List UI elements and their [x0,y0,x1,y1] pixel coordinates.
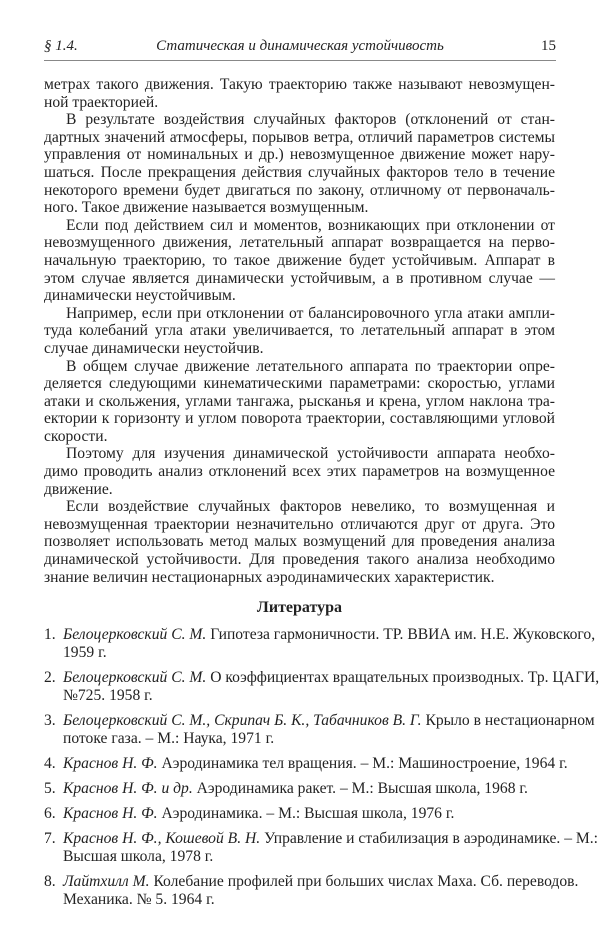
reference-number: 1. [44,626,56,643]
reference-title: Аэродинамика тел вращения. – М.: Машиностроение, 1964 г. [161,755,568,772]
section-number: § 1.4. [44,38,78,54]
reference-line [63,830,598,848]
reference-line [63,873,579,891]
reference-item [44,830,598,866]
page-number: 15 [541,38,556,54]
paragraph [44,111,555,217]
reference-item [44,780,555,798]
text-line: ной траекторией. [44,93,159,111]
reference-title: Колебание профилей при больших числах Маха. Сб. переводов. [153,873,579,890]
reference-item [44,755,568,773]
text-line: туда колебаний угла атаки увеличивается, то летательный аппарат в этом [44,322,555,340]
text-line: димо проводить анализ отклонений всех этих параметров на возмущенное [44,463,555,481]
reference-authors: Белоцерковский С. М., Скрипач Б. К., Табачников В. Г. [63,712,422,729]
text-line: ектории к горизонту и углом поворота траектории, составляющими угловой [44,410,555,428]
reference-item [44,626,596,662]
paragraph [44,498,555,586]
text-line: управления от номинальных и др.) невозмущенное движение может нару- [44,146,555,164]
body-text [44,76,555,586]
text-line: случае динамически неустойчив. [44,339,264,357]
reference-authors: Белоцерковский С. М. [63,669,207,686]
text-line: невозмущенного движения, летательный аппарат возвращается на перво- [44,234,555,252]
literature-heading: Литература [256,599,343,616]
reference-line: Механика. № 5. 1964 г. [63,891,215,908]
text-line: скорости. [44,427,108,445]
paragraph [44,217,555,305]
reference-authors: Краснов Н. Ф. и др. [63,780,193,797]
reference-title: Аэродинамика ракет. – М.: Высшая школа, 1968 г. [196,780,528,797]
reference-number: 4. [44,755,56,772]
reference-number: 8. [44,873,56,890]
literature-section [44,598,600,916]
paragraph [44,358,555,446]
text-line: некоторого времени будет двигаться по закону, отличному от первоначаль- [44,181,555,199]
text-line: ного. Такое движение называется возмущенным. [44,199,369,217]
paragraph [44,76,555,111]
text-line: атаки и скольжения, углами тангажа, рысканья и крена, углом наклона тра- [44,392,555,410]
reference-number: 3. [44,712,56,729]
reference-line: №725. 1958 г. [63,687,153,704]
text-line: Если воздействие случайных факторов невелико, то возмущенная и [66,498,555,516]
text-line: динамически неустойчивым. [44,287,236,305]
text-line: В результате воздействия случайных факторов (отклонений от стан- [66,111,555,129]
text-line: деляется следующими кинематическими параметрами: скоростью, углами [44,375,555,393]
reference-line: 1959 г. [63,644,107,661]
text-line: Если под действием сил и моментов, возникающих при отклонении от [66,216,555,234]
reference-number: 6. [44,805,56,822]
text-line: динамической устойчивости. Для проведения такого анализа необходимо [44,551,555,569]
reference-title: Гипотеза гармоничности. ТР. ВВИА им. Н.Е. Жуковского, [210,626,596,643]
reference-item [44,669,600,705]
reference-line [63,780,555,798]
text-line: знание величин нестационарных аэродинамических характеристик. [44,568,495,586]
text-line: начальную траекторию, то такое движение будет устойчивым. Аппарат в [44,251,555,269]
text-line: Поэтому для изучения динамической устойчивости аппарата необхо- [66,445,555,463]
reference-number: 7. [44,830,56,847]
reference-authors: Краснов Н. Ф. [63,805,158,822]
reference-item [44,873,579,909]
reference-number: 2. [44,669,56,686]
reference-line: потоке газа. – М.: Наука, 1971 г. [63,730,275,747]
text-line: шаться. После прекращения действия случайных факторов тело в течение [44,163,555,181]
reference-title: Управление и стабилизация в аэродинамике. – М.: [264,830,598,847]
header-rule [44,60,556,61]
reference-title: Крыло в нестационарном [425,712,595,729]
reference-line [63,669,600,687]
reference-list [44,626,600,909]
reference-line [63,755,568,773]
reference-authors: Лайтхилл М. [63,873,150,890]
paragraph [44,305,555,358]
text-line: В общем случае движение летательного аппарата по траектории опре- [66,357,555,375]
reference-line [63,805,555,823]
reference-title: О коэффициентах вращательных производных. Тр. ЦАГИ, [210,669,600,686]
text-line: этом случае является динамически устойчивым, а в противном случае — [44,269,555,287]
reference-line: Высшая школа, 1978 г. [63,848,214,865]
text-line: позволяет использовать метод малых возмущений для проведения анализа [44,533,555,551]
reference-authors: Краснов Н. Ф. [63,755,158,772]
text-line: движение. [44,480,113,498]
running-header [44,38,556,58]
reference-item [44,805,555,823]
reference-number: 5. [44,780,56,797]
paragraph [44,445,555,498]
text-line: дартных значений атмосферы, порывов ветра, отличий параметров системы [44,128,555,146]
reference-title: Аэродинамика. – М.: Высшая школа, 1976 г. [161,805,455,822]
reference-line [63,712,595,730]
reference-authors: Краснов Н. Ф., Кошевой В. Н. [63,830,261,847]
text-line: метрах такого движения. Такую траекторию также называют невозмущен- [44,76,555,93]
text-line: Например, если при отклонении от балансировочного угла атаки ампли- [66,304,555,322]
reference-authors: Белоцерковский С. М. [63,626,207,643]
running-title: Статическая и динамическая устойчивость [156,38,444,54]
reference-line [63,626,596,644]
text-line: невозмущенная траектории незначительно отличаются друг от друга. Это [44,515,555,533]
reference-item [44,712,595,748]
